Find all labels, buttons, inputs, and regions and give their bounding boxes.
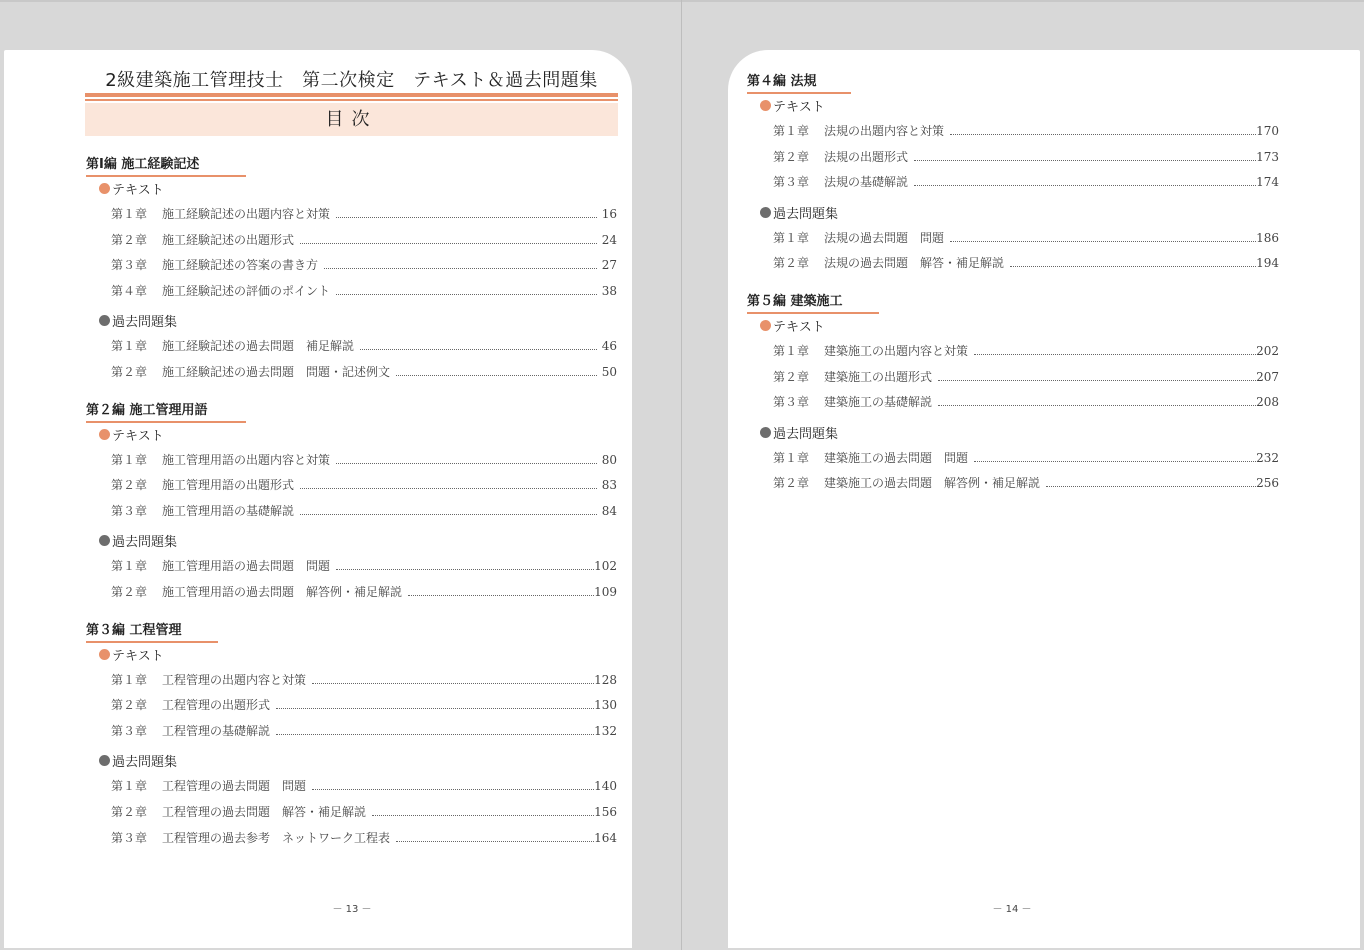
group-heading: [99, 751, 177, 770]
spread-gutter: [681, 0, 682, 950]
toc-entry: [111, 829, 617, 846]
chapter-number: 第３章: [773, 175, 810, 190]
chapter-number: 第２章: [111, 585, 148, 599]
chapter-title: 施工管理用語の出題内容と対策: [162, 452, 331, 467]
dot-leader: [914, 160, 1256, 161]
chapter-title: 法規の出題形式: [824, 149, 909, 164]
page-ref: 156: [594, 805, 617, 819]
section-title: 第３編 工程管理: [86, 619, 218, 643]
chapter-number: 第１章: [111, 207, 148, 221]
page-ref: 186: [1256, 230, 1279, 245]
toc-entry: [773, 122, 1279, 139]
gray-bullet-icon: [99, 315, 110, 326]
dot-leader: [372, 815, 594, 816]
chapter-title: 施工経験記述の出題形式: [162, 232, 295, 247]
section-title: 第２編 施工管理用語: [86, 399, 246, 423]
toc-entry: [773, 148, 1279, 165]
title-rule: [85, 93, 618, 97]
toc-entry: [773, 474, 1279, 491]
toc-entry: [111, 476, 617, 493]
chapter-number: 第２章: [111, 805, 148, 819]
toc-entry: [111, 502, 617, 519]
page-ref: 202: [1256, 344, 1279, 358]
dot-leader: [360, 349, 597, 350]
group-label: テキスト: [112, 648, 164, 664]
dot-leader: [974, 354, 1256, 355]
toc-entry: [111, 256, 617, 273]
page-ref: 102: [594, 559, 617, 574]
toc-entry: [111, 205, 617, 222]
orange-bullet-icon: [99, 429, 110, 440]
page-ref: 84: [601, 503, 617, 518]
page-ref: 16: [601, 207, 617, 221]
chapter-title: 施工経験記述の過去問題 問題・記述例文: [162, 365, 391, 379]
dot-leader: [950, 134, 1256, 135]
page-left: [4, 50, 632, 948]
orange-bullet-icon: [760, 100, 771, 111]
chapter-title: 法規の過去問題 解答・補足解説: [824, 256, 1005, 271]
chapter-number: 第３章: [111, 830, 148, 845]
book-title: 2級建築施工管理技士 第二次検定 テキスト＆過去問題集: [105, 70, 598, 91]
toc-entry: [773, 393, 1279, 410]
dot-leader: [950, 241, 1256, 242]
orange-bullet-icon: [99, 649, 110, 660]
toc-entry: [111, 777, 617, 794]
dot-leader: [914, 185, 1256, 186]
gray-bullet-icon: [760, 207, 771, 218]
toc-entry: [111, 803, 617, 820]
chapter-number: 第１章: [773, 450, 810, 465]
group-heading: [99, 179, 164, 198]
toc-entry: [773, 449, 1279, 466]
group-label: テキスト: [112, 428, 164, 444]
group-heading: [760, 203, 838, 222]
page-ref: 170: [1256, 124, 1279, 138]
page-ref: 128: [594, 672, 617, 687]
group-heading: [99, 531, 177, 550]
group-label: 過去問題集: [112, 755, 178, 771]
toc-entry: [111, 696, 617, 713]
page-ref: 140: [594, 779, 617, 794]
gray-bullet-icon: [99, 755, 110, 766]
page-number: － 13 －: [332, 904, 372, 915]
toc-entry: [111, 337, 617, 354]
chapter-number: 第２章: [111, 698, 148, 713]
chapter-number: 第４章: [111, 283, 148, 298]
gray-bullet-icon: [760, 427, 771, 438]
toc-entry: [773, 368, 1279, 385]
dot-leader: [336, 294, 597, 295]
toc-entry: [773, 173, 1279, 190]
chapter-title: 建築施工の基礎解説: [824, 395, 933, 410]
viewer-top-edge: [0, 0, 1364, 2]
toc-entry: [111, 671, 617, 688]
chapter-number: 第２章: [111, 478, 148, 493]
chapter-title: 建築施工の過去問題 解答例・補足解説: [824, 476, 1041, 491]
toc-entry: [773, 342, 1279, 359]
chapter-title: 建築施工の過去問題 問題: [824, 450, 969, 465]
chapter-number: 第１章: [773, 124, 810, 138]
toc-entry: [111, 282, 617, 299]
group-heading: [99, 645, 164, 664]
toc-entry: [773, 254, 1279, 271]
dot-leader: [408, 595, 594, 596]
chapter-title: 施工経験記述の評価のポイント: [162, 283, 331, 298]
orange-bullet-icon: [99, 183, 110, 194]
dot-leader: [324, 268, 597, 269]
group-label: テキスト: [112, 183, 164, 198]
chapter-title: 施工経験記述の答案の書き方: [162, 258, 319, 273]
dot-leader: [1010, 266, 1256, 267]
chapter-title: 建築施工の出題形式: [824, 369, 933, 384]
chapter-title: 施工経験記述の過去問題 補足解説: [162, 339, 355, 354]
chapter-number: 第３章: [111, 258, 148, 273]
chapter-number: 第２章: [773, 149, 810, 164]
group-label: テキスト: [773, 100, 825, 115]
toc-entry: [111, 722, 617, 739]
chapter-title: 法規の過去問題 問題: [824, 230, 945, 245]
dot-leader: [300, 514, 597, 515]
chapter-title: 工程管理の過去問題 問題: [162, 779, 307, 794]
chapter-number: 第１章: [111, 559, 148, 574]
page-ref: 232: [1256, 450, 1279, 465]
page-ref: 24: [601, 232, 617, 247]
dot-leader: [938, 405, 1256, 406]
toc-entry: [111, 557, 617, 574]
dot-leader: [336, 217, 597, 218]
chapter-number: 第３章: [773, 395, 810, 410]
group-label: 過去問題集: [773, 426, 839, 442]
chapter-title: 工程管理の過去参考 ネットワーク工程表: [162, 830, 391, 845]
page-ref: 132: [594, 723, 617, 738]
page-ref: 174: [1256, 175, 1279, 190]
chapter-title: 施工管理用語の過去問題 問題: [162, 559, 331, 574]
group-heading: [760, 96, 825, 115]
chapter-title: 工程管理の出題内容と対策: [162, 672, 307, 687]
chapter-title: 建築施工の出題内容と対策: [824, 344, 969, 358]
group-label: テキスト: [773, 320, 825, 335]
dot-leader: [396, 375, 597, 376]
toc-heading: 目次: [85, 103, 618, 136]
chapter-title: 法規の基礎解説: [824, 175, 909, 190]
chapter-number: 第１章: [111, 779, 148, 794]
chapter-number: 第２章: [111, 365, 148, 379]
chapter-title: 法規の出題内容と対策: [824, 124, 945, 138]
dot-leader: [312, 789, 594, 790]
dot-leader: [336, 463, 597, 464]
chapter-number: 第３章: [111, 503, 148, 518]
dot-leader: [276, 708, 594, 709]
page-ref: 83: [601, 478, 617, 493]
group-heading: [99, 311, 177, 330]
page-ref: 164: [594, 830, 617, 845]
page-ref: 80: [601, 452, 617, 467]
gray-bullet-icon: [99, 535, 110, 546]
group-heading: [760, 316, 825, 335]
page-ref: 130: [594, 698, 617, 713]
toc-entry: [111, 363, 617, 380]
chapter-number: 第３章: [111, 723, 148, 738]
page-ref: 27: [601, 258, 617, 273]
dot-leader: [938, 380, 1256, 381]
toc-entry: [773, 229, 1279, 246]
chapter-number: 第２章: [773, 476, 810, 491]
orange-bullet-icon: [760, 320, 771, 331]
section-title: 第５編 建築施工: [747, 290, 879, 314]
page-number: － 14 －: [992, 904, 1032, 915]
page-right: [728, 50, 1360, 948]
dot-leader: [336, 569, 594, 570]
group-heading: [99, 425, 164, 444]
toc-entry: [111, 231, 617, 248]
chapter-title: 施工経験記述の出題内容と対策: [162, 207, 331, 221]
chapter-number: 第１章: [111, 452, 148, 467]
chapter-number: 第１章: [773, 230, 810, 245]
group-label: 過去問題集: [112, 535, 178, 551]
dot-leader: [300, 488, 597, 489]
page-ref: 38: [601, 283, 617, 298]
dot-leader: [974, 461, 1256, 462]
toc-entry: [111, 583, 617, 600]
chapter-title: 施工管理用語の出題形式: [162, 478, 295, 493]
dot-leader: [1046, 486, 1256, 487]
section-title: 第４編 法規: [747, 70, 851, 94]
dot-leader: [276, 734, 594, 735]
group-heading: [760, 423, 838, 442]
page-ref: 194: [1256, 256, 1279, 271]
chapter-number: 第２章: [773, 256, 810, 271]
dot-leader: [300, 243, 597, 244]
page-ref: 173: [1256, 149, 1279, 164]
section-title: 第Ⅰ編 施工経験記述: [86, 153, 246, 177]
chapter-title: 工程管理の基礎解説: [162, 723, 271, 738]
toc-entry: [111, 451, 617, 468]
title-rule: [85, 99, 618, 101]
chapter-number: 第２章: [111, 232, 148, 247]
chapter-title: 施工管理用語の基礎解説: [162, 503, 295, 518]
chapter-title: 工程管理の出題形式: [162, 698, 271, 713]
page-ref: 46: [601, 339, 617, 354]
group-label: 過去問題集: [773, 206, 839, 222]
chapter-number: 第１章: [111, 672, 148, 687]
page-ref: 50: [601, 365, 617, 379]
chapter-number: 第１章: [773, 344, 810, 358]
chapter-title: 施工管理用語の過去問題 解答例・補足解説: [162, 585, 403, 599]
page-ref: 207: [1256, 369, 1279, 384]
chapter-title: 工程管理の過去問題 解答・補足解説: [162, 805, 367, 819]
chapter-number: 第２章: [773, 369, 810, 384]
dot-leader: [312, 683, 594, 684]
page-ref: 208: [1256, 395, 1279, 410]
chapter-number: 第１章: [111, 339, 148, 354]
page-ref: 256: [1256, 476, 1279, 491]
dot-leader: [396, 841, 594, 842]
group-label: 過去問題集: [112, 315, 178, 331]
page-ref: 109: [594, 585, 617, 599]
